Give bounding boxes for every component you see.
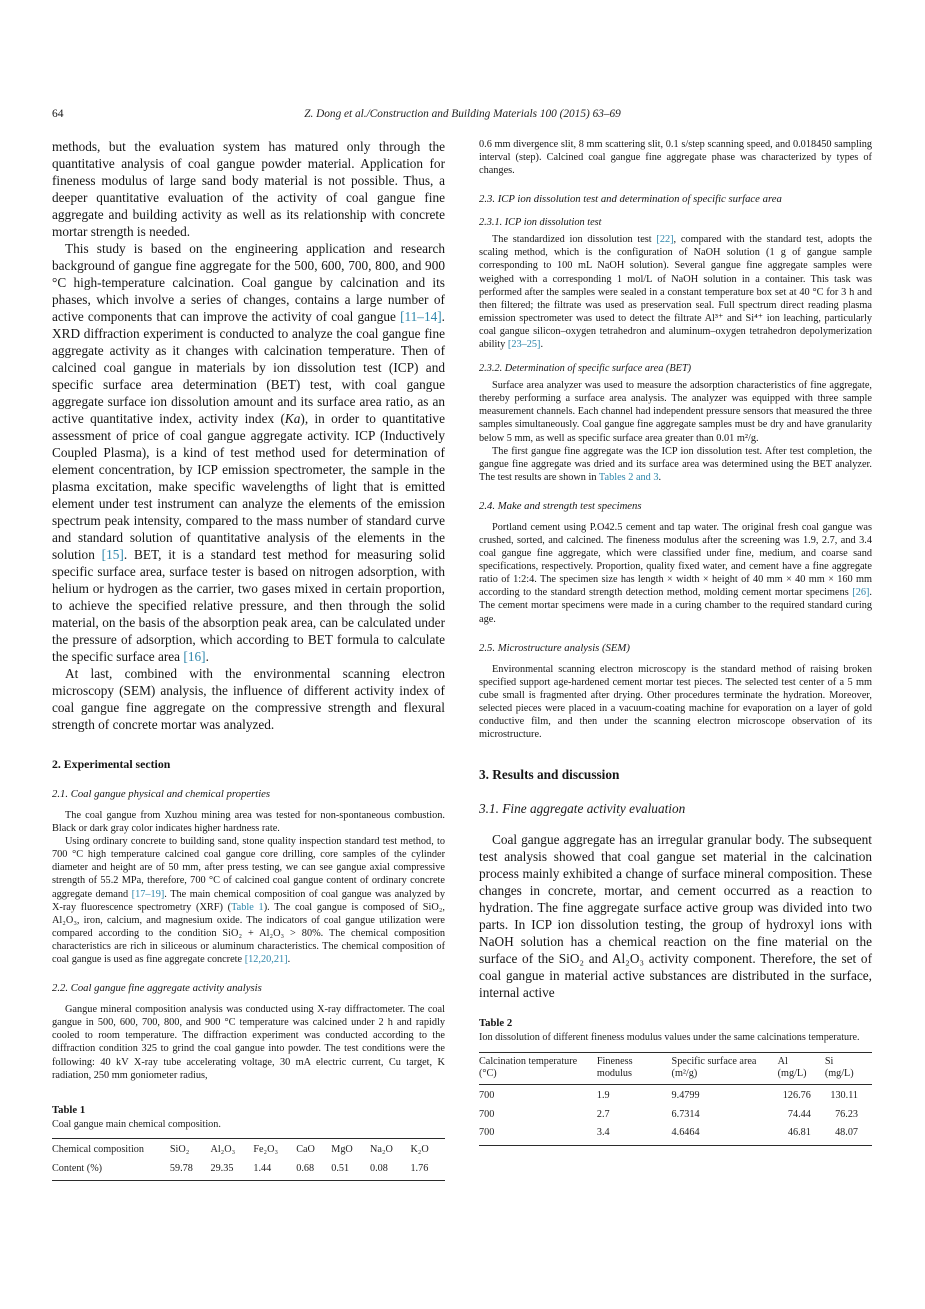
section-2-2-heading: 2.2. Coal gangue fine aggregate activity analysis (52, 982, 262, 995)
section-2-1-paragraph-1: The coal gangue from Xuzhou mining area was tested for non-spontaneous combustion. Black or dark gray color indicates higher hardness rate. (52, 810, 445, 835)
citation-ref[interactable]: [17–19] (131, 888, 165, 900)
table-cell: 126.76 (782, 1089, 811, 1101)
intro-paragraph-2: This study is based on the engineering application and research background of gangue fine aggregate for the 500, 600, 700, 800, and 900 °C high-temperature calcination. Coal gangue by calcination and its phases, which involve a series of changes, contains a large number of active components that can improve the activity of coal gangue [11–14]. XRD diffraction experiment is conducted to analyze the coal gangue fine aggregate activity as it changes with calcination temperature. Then of calcined coal gangue in materials by ion dissolution test (ICP) and specific surface area determination (BET) test, with coal gangue aggregate surface ion dissolution amount and its surface area ratio, as an active quantitative index, activity index (Ka), in order to quantitative assessment of price of coal gangue aggregate activity. ICP (Inductively Coupled Plasma), is a kind of test method used for determination of element concentration, by ICP emission spectrometer, the sample in the plasma excitation, make specific wavelengths of light that is emitted element under test instrument can analyze the elements of the emission spectrum peak intensity, compared to the mass number of standard curve and standard solution of quantitative analysis of the elements in the solution [15]. BET, it is a standard test method for measuring solid specific surface area, surface tester is based on nitrogen adsorption, with helium or hydrogen as the carrier, two gases mixed in certain proportion, to achieve the specified relative pressure, and then through the solid material, on the basis of the absorption peak area, can be calculated under the pressure of adsorption, which according to BET formula to calculate the specific surface area [16]. (52, 241, 445, 664)
table-cell: 1.76 (410, 1162, 429, 1174)
citation-ref[interactable]: Table 1 (231, 901, 264, 913)
table-header-cell: K₂O (410, 1144, 429, 1156)
running-title: Z. Dong et al./Construction and Building Materials 100 (2015) 63–69 (304, 108, 621, 120)
table-cell: 46.81 (787, 1127, 811, 1139)
table-2 (479, 1017, 872, 1146)
table-cell: 48.07 (835, 1127, 858, 1139)
table-cell: 1.9 (596, 1089, 610, 1101)
right-column (479, 138, 872, 1181)
table-header-cell: Fe₂O₃ (253, 1144, 279, 1156)
page-number: 64 (52, 108, 64, 120)
two-column-body (52, 138, 873, 1181)
citation-ref[interactable]: [12,20,21] (244, 954, 288, 966)
table-cell: 3.4 (596, 1127, 610, 1139)
table-header-cell: Si (mg/L) (824, 1055, 854, 1080)
table-header-cell: Fineness modulus (596, 1055, 633, 1080)
section-2-3-heading: 2.3. ICP ion dissolution test and determination of specific surface area (479, 193, 782, 206)
section-3-1-heading: 3.1. Fine aggregate activity evaluation (479, 801, 686, 817)
table-header-cell: CaO (296, 1144, 315, 1156)
table-row (52, 1139, 445, 1160)
table-2-label: Table 2 (479, 1017, 513, 1030)
section-2-3-2-heading: 2.3.2. Determination of specific surface area (BET) (479, 363, 692, 375)
table-cell: Content (%) (52, 1162, 103, 1174)
table-cell: 0.08 (370, 1162, 388, 1174)
table-header-cell: Na₂O (370, 1144, 393, 1156)
section-3-heading: 3. Results and discussion (479, 767, 620, 783)
citation-ref[interactable]: [16] (183, 649, 206, 664)
table-2-grid (479, 1052, 872, 1146)
section-2-3-2-paragraph-1: Surface area analyzer was used to measure the adsorption characteristics of fine aggregate, thereby performing a surface area analysis. The analyzer was equipped with three sample measurement channels. Each channel had independent pressure sensors that measured the three samples simultaneously. Coal gangue fine aggregate samples must be dry and have granularity below 5 mm, as well as specific surface area greater than 0.01 m²/g. (479, 380, 872, 444)
section-2-3-1-paragraph: The standardized ion dissolution test [22], compared with the standard test, adopts the scaling method, which is the configuration of NaOH solution (1 g of gangue sample corresponding to 100 mL NaOH solution). Several gangue fine aggregate samples were weighed with a corresponding 1 mol/L of NaOH solution in a container. This task was performed after the samples were sealed in a constant temperature box set at 40 °C for 3 h and then filtered; the filtrate was used as preservation seal. Full spectrum direct reading plasma emission spectrometer was used to detect the filtrate Al³⁺ and Si⁴⁺ ion leaching, particularly coal gangue silicon–oxygen tetrahedron and aluminum–oxygen tetrahedron depolymerization ability [23–25]. (479, 234, 872, 351)
table-cell: 130.11 (830, 1089, 858, 1101)
table-header-cell: SiO₂ (169, 1144, 190, 1156)
intro-paragraph-3: At last, combined with the environmental scanning electron microscopy (SEM) analysis, the influence of different activity index of coal gangue fine aggregate on the compressive strength and flexural strength of concrete mortar was analyzed. (52, 666, 445, 732)
table-cell: 76.23 (835, 1108, 858, 1120)
table-1-grid (52, 1138, 445, 1181)
intro-paragraph-continued: methods, but the evaluation system has matured only through the quantitative analysis of coal gangue powder material. Application for fineness modulus of large sand body material is not possible. Thus, a deeper quantitative evaluation of the activity of coal gangue fine aggregate and building activity as well as its relationship with concrete mortar strength is needed. (52, 139, 445, 239)
table-header-cell: Calcination temperature (°C) (479, 1055, 578, 1080)
table-header-cell: Al (mg/L) (777, 1055, 807, 1080)
section-2-4-paragraph: Portland cement using P.O42.5 cement and tap water. The original fresh coal gangue was crushed, sorted, and calcined. The fineness modulus after the screening was 1.9, 2.7, and 3.4 coal gangue fine aggregate, which were classified under fine, medium, and coarse sand specifications, respectively. Proportion, quality fixed water, and cement have a fine aggregate ratio of 1:2:4. The specimen size has length × width × height of 40 mm × 40 mm × 160 mm according to the standard strength detection method, molding cement mortar specimens [26]. The cement mortar specimens were made in a curing chamber to the required standard curing age. (479, 521, 872, 625)
section-2-2-paragraph-1: Gangue mineral composition analysis was conducted using X-ray diffractometer. The coal gangue in 500, 600, 700, 800, and 900 °C temperature was calcined under 2 h and rapidly cooled to room temperature. The diffraction experiment was conducted according to the diffraction condition 325 to grind the coal gangue into powder. The test conditions were the following: 40 kV X-ray tube accelerating voltage, 30 mA electric current, Cu target, K radiation, 250 mm goniometer radius, (52, 1004, 445, 1081)
section-2-4-heading: 2.4. Make and strength test specimens (479, 499, 642, 512)
section-2-1-paragraph-2: Using ordinary concrete to building sand, stone quality inspection standard test method, to 700 °C high temperature calcined coal gangue core drilling, core samples of the cylinder diameter and height are of 50 mm, after press testing, we can see gangue axial compressive strength of 55.2 MPa, therefore, 700 °C of calcined coal gangue content of ordinary concrete aggregate demand [17–19]. The main chemical composition of coal gangue was analyzed by X-ray fluorescence spectrometry (XRF) (Table 1). The coal gangue is composed of SiO₂, Al₂O₃, iron, calcium, and magnesium oxide. The indicators of coal gangue utilization were compared according to the condition SiO₂ + Al₂O₃ > 80%. The chemical composition characteristics are rich in siliceous or aluminum characteristics. The chemical composition of coal gangue is used as fine aggregate concrete [12,20,21]. (52, 836, 445, 966)
citation-ref[interactable]: [22] (656, 234, 674, 246)
table-cell: 59.78 (169, 1162, 193, 1174)
section-2-1-heading: 2.1. Coal gangue physical and chemical properties (52, 788, 271, 800)
table-cell: 700 (479, 1108, 495, 1120)
table-row (52, 1160, 445, 1181)
table-row (479, 1106, 872, 1125)
table-row (479, 1124, 872, 1145)
table-cell: 700 (479, 1127, 495, 1139)
table-1-label: Table 1 (52, 1103, 86, 1116)
section-3-1-paragraph: Coal gangue aggregate has an irregular granular body. The subsequent test analysis showed that coal gangue set material in the calcination process mainly exhibited a change of surface mineral composition. These changes in concrete, mortar, and cement occurred as a reaction to hydration. The fine aggregate surface active group was divided into two parts. In ICP ion dissolution testing, the group of hydroxyl ions with NaOH solution has a chemical reaction on the fine material on the surface of the SiO₂ and Al₂O₃ activity component. Therefore, the set of coal gangue in material active substances are distributed in the surface, internal active (479, 832, 872, 1001)
table-cell: 4.6464 (671, 1127, 700, 1139)
table-header-cell: Al₂O₃ (210, 1144, 236, 1156)
table-1 (52, 1104, 445, 1182)
table-header-cell: Chemical composition (52, 1144, 144, 1156)
citation-ref[interactable]: [15] (101, 547, 124, 562)
table-header-cell: Specific surface area (m²/g) (671, 1055, 757, 1080)
section-2-3-1-heading: 2.3.1. ICP ion dissolution test (479, 217, 602, 229)
table-row (479, 1084, 872, 1105)
section-2-heading: 2. Experimental section (52, 757, 171, 771)
table-cell: 1.44 (253, 1162, 272, 1174)
citation-ref[interactable]: Tables 2 and 3 (598, 471, 659, 483)
table-2-caption: Ion dissolution of different fineness modulus values under the same calcinations temperature. (479, 1032, 860, 1044)
page-header (52, 108, 873, 124)
table-header-row (479, 1052, 872, 1084)
citation-ref[interactable]: [11–14] (400, 309, 442, 324)
section-2-2-paragraph-continued: 0.6 mm divergence slit, 8 mm scattering slit, 0.1 s/step scanning speed, and 0.018450 sampling interval (step). Calcined coal gangue fine aggregate phase was characterized by types of changes. (479, 139, 872, 177)
table-1-caption: Coal gangue main chemical composition. (52, 1118, 221, 1130)
citation-ref[interactable]: [26] (852, 587, 870, 599)
section-2-5-heading: 2.5. Microstructure analysis (SEM) (479, 641, 630, 654)
table-cell: 0.51 (331, 1162, 350, 1174)
left-column (52, 138, 445, 1181)
table-cell: 29.35 (210, 1162, 234, 1174)
table-cell: 700 (479, 1089, 495, 1101)
table-cell: 9.4799 (671, 1089, 700, 1101)
table-cell: 74.44 (787, 1108, 811, 1120)
section-2-5-paragraph: Environmental scanning electron microscopy is the standard method of raising broken specified support age-hardened cement mortar test pieces. The selected test center of a 5 mm cube small is fragmented after drying. Other procedures terminate the hydration. Moreover, selected pieces were placed in a vacuum-coating machine for evaporation on a layer of gold conductive film, and then under the scanning electron microscope observation of its microstructure. (479, 663, 872, 741)
table-cell: 6.7314 (671, 1108, 700, 1120)
table-header-cell: MgO (331, 1144, 353, 1156)
table-cell: 2.7 (596, 1108, 610, 1120)
table-cell: 0.68 (296, 1162, 315, 1174)
citation-ref[interactable]: [23–25] (507, 339, 541, 351)
section-2-3-2-paragraph-2: The first gangue fine aggregate was the ICP ion dissolution test. After test completion, the gangue fine aggregate was dried and its surface area was determined using the BET analyzer. The test results are shown in Tables 2 and 3. (479, 445, 872, 483)
